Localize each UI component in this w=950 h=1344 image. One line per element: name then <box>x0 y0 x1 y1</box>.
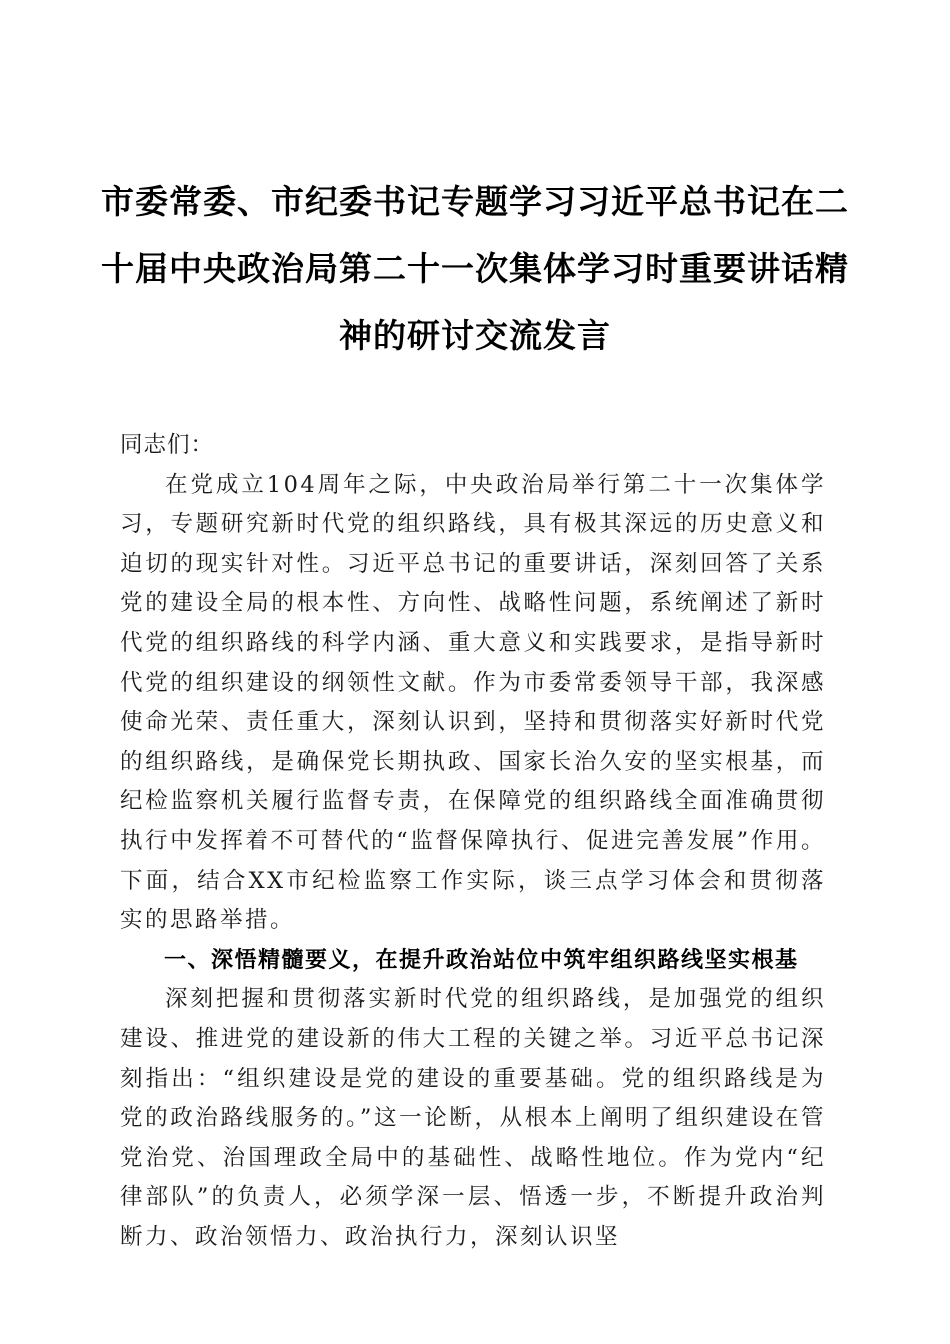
section-1-paragraph: 深刻把握和贯彻落实新时代党的组织路线，是加强党的组织建设、推进党的建设新的伟大工程的关键之举。习近平总书记深刻指出：“组织建设是党的建设的重要基础。党的组织路线是为党的政治路线服务的。”这一论断，从根本上阐明了组织建设在管党治党、治国理政全局中的基础性、战略性地位。作为党内“纪律部队”的负责人，必须学深一层、悟透一步，不断提升政治判断力、政治领悟力、政治执行力，深刻认识坚 <box>120 986 826 1250</box>
document-title: 市委常委、市纪委书记专题学习习近平总书记在二十届中央政治局第二十一次集体学习时重要讲话精神的研讨交流发言 <box>101 182 849 355</box>
section-heading-1: 一、深悟精髓要义，在提升政治站位中筑牢组织路线坚实根基 <box>164 947 799 973</box>
salutation: 同志们： <box>120 432 215 458</box>
document-body <box>120 426 826 1257</box>
intro-paragraph: 在党成立104周年之际，中央政治局举行第二十一次集体学习，专题研究新时代党的组织路线，具有极其深远的历史意义和迫切的现实针对性。习近平总书记的重要讲话，深刻回答了关系党的建设全局的根本性、方向性、战略性问题，系统阐述了新时代党的组织路线的科学内涵、重大意义和实践要求，是指导新时代党的组织建设的纲领性文献。作为市委常委领导干部，我深感使命光荣、责任重大，深刻认识到，坚持和贯彻落实好新时代党的组织路线，是确保党长期执政、国家长治久安的坚实根基，而纪检监察机关履行监督专责，在保障党的组织路线全面准确贯彻执行中发挥着不可替代的“监督保障执行、促进完善发展”作用。下面，结合XX市纪检监察工作实际，谈三点学习体会和贯彻落实的思路举措。 <box>120 471 826 934</box>
